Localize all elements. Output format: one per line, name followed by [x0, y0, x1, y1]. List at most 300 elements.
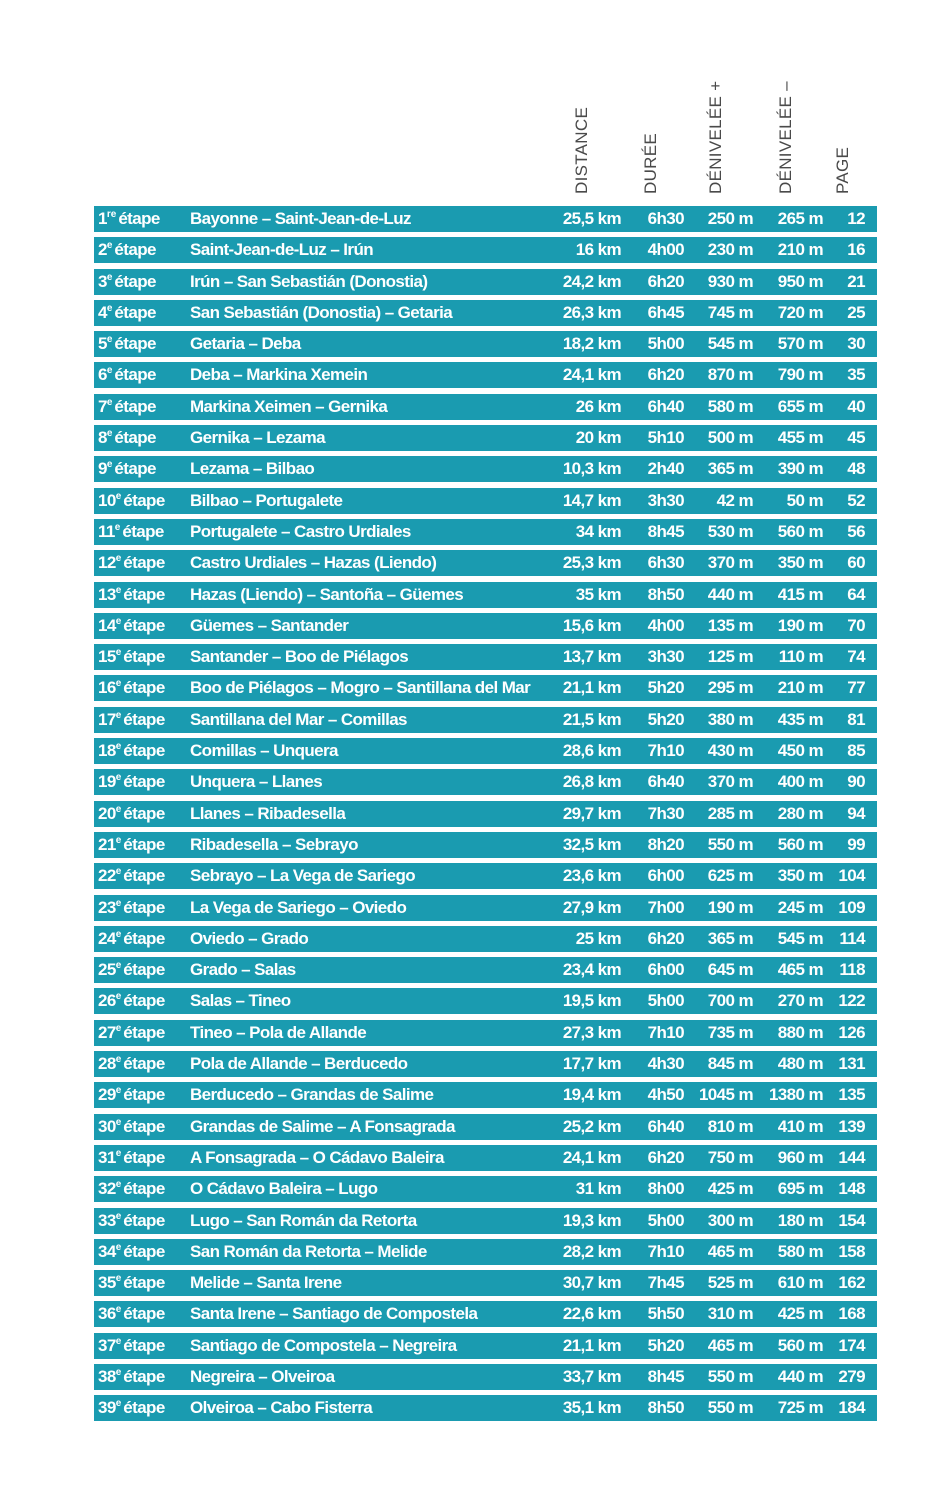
duree-cell: 5h20 — [647, 678, 684, 698]
denivele-plus-cell: 440 m — [707, 584, 753, 604]
stage-word: étape — [123, 991, 165, 1011]
stage-ordinal-suffix: e — [115, 897, 122, 909]
stage-label — [98, 1020, 165, 1046]
route-cell: San Román da Retorta – Melide — [190, 1241, 427, 1261]
stage-label — [98, 206, 160, 232]
duree-cell: 6h45 — [647, 302, 684, 322]
stage-number: 23 — [98, 897, 116, 917]
distance-cell: 18,2 km — [562, 334, 621, 354]
stage-number: 19 — [98, 772, 116, 792]
route-cell: Bilbao – Portugalete — [190, 490, 343, 510]
stage-label — [98, 300, 156, 326]
stage-word: étape — [123, 490, 165, 510]
stage-ordinal-suffix: e — [115, 1085, 122, 1097]
page-cell: 90 — [847, 772, 865, 792]
duree-cell: 4h00 — [647, 615, 684, 635]
duree-cell: 8h20 — [647, 834, 684, 854]
route-cell: Oviedo – Grado — [190, 928, 309, 948]
page-cell: 94 — [847, 803, 865, 823]
duree-cell: 7h30 — [647, 803, 684, 823]
distance-cell: 13,7 km — [562, 647, 621, 667]
stage-label — [98, 1145, 165, 1171]
denivele-plus-cell: 365 m — [707, 928, 753, 948]
page-cell: 35 — [847, 365, 865, 385]
duree-cell: 6h30 — [647, 553, 684, 573]
stage-ordinal-suffix: e — [115, 647, 122, 659]
table-row — [94, 300, 877, 326]
stage-label — [98, 394, 156, 420]
page-cell: 114 — [839, 928, 865, 948]
stage-label — [98, 456, 156, 482]
duree-cell: 8h50 — [647, 584, 684, 604]
duree-cell: 5h50 — [647, 1304, 684, 1324]
stage-word: étape — [123, 1085, 165, 1105]
stage-word: étape — [123, 1366, 165, 1386]
page-cell: 48 — [847, 459, 865, 479]
stage-word: étape — [123, 866, 165, 886]
stage-word: étape — [123, 1147, 165, 1167]
page-cell: 135 — [838, 1085, 865, 1105]
distance-cell: 24,1 km — [562, 1147, 621, 1167]
denivele-minus-cell: 400 m — [777, 772, 823, 792]
denivele-minus-cell: 655 m — [777, 396, 823, 416]
stage-label — [98, 832, 165, 858]
table-row — [94, 738, 877, 764]
stage-ordinal-suffix: e — [115, 1179, 122, 1191]
stage-number: 17 — [98, 709, 116, 729]
route-cell: Grado – Salas — [190, 960, 296, 980]
table-row — [94, 331, 877, 357]
denivele-plus-cell: 580 m — [707, 396, 753, 416]
distance-cell: 25 km — [575, 928, 621, 948]
denivele-plus-cell: 530 m — [707, 521, 753, 541]
page-cell: 70 — [847, 615, 865, 635]
denivele-minus-cell: 210 m — [777, 240, 823, 260]
route-cell: Markina Xeimen – Gernika — [190, 396, 388, 416]
stage-ordinal-suffix: e — [106, 240, 113, 252]
distance-cell: 24,1 km — [562, 365, 621, 385]
denivele-minus-cell: 580 m — [777, 1241, 823, 1261]
distance-cell: 24,2 km — [562, 271, 621, 291]
distance-cell: 28,6 km — [562, 741, 621, 761]
denivele-plus-cell: 370 m — [707, 553, 753, 573]
stage-label — [98, 1364, 165, 1390]
denivele-minus-cell: 390 m — [777, 459, 823, 479]
stage-ordinal-suffix: e — [115, 709, 122, 721]
stage-ordinal-suffix: e — [115, 866, 122, 878]
stage-label — [98, 988, 165, 1014]
table-row — [94, 769, 877, 795]
stage-word: étape — [123, 772, 165, 792]
duree-cell: 5h00 — [647, 1210, 684, 1230]
route-cell: Castro Urdiales – Hazas (Liendo) — [190, 553, 437, 573]
stage-ordinal-suffix: e — [115, 1241, 122, 1253]
page-cell: 131 — [838, 1054, 865, 1074]
stage-number: 22 — [98, 866, 116, 886]
table-row — [94, 1114, 877, 1140]
route-cell: Santa Irene – Santiago de Compostela — [190, 1304, 478, 1324]
denivele-plus-cell: 930 m — [707, 271, 753, 291]
stage-word: étape — [123, 615, 165, 635]
table-row — [94, 1020, 877, 1046]
stage-ordinal-suffix: e — [115, 928, 122, 940]
duree-cell: 5h00 — [647, 991, 684, 1011]
page-cell: 99 — [847, 834, 865, 854]
stage-word: étape — [114, 459, 156, 479]
denivele-plus-cell: 645 m — [707, 960, 753, 980]
denivele-plus-cell: 285 m — [707, 803, 753, 823]
stage-number: 39 — [98, 1398, 116, 1418]
stage-ordinal-suffix: e — [106, 428, 113, 440]
header-denivele-minus: DÉNIVELÉE – — [776, 81, 795, 194]
stage-word: étape — [123, 741, 165, 761]
stage-number: 25 — [98, 960, 116, 980]
route-cell: Santander – Boo de Piélagos — [190, 647, 409, 667]
distance-cell: 14,7 km — [562, 490, 621, 510]
stage-word: étape — [123, 1022, 165, 1042]
stage-number: 18 — [98, 741, 116, 761]
denivele-plus-cell: 750 m — [707, 1147, 753, 1167]
page-cell: 30 — [847, 334, 865, 354]
table-row — [94, 957, 877, 983]
page-cell: 144 — [838, 1147, 865, 1167]
stage-number: 24 — [98, 928, 116, 948]
duree-cell: 6h00 — [647, 960, 684, 980]
denivele-minus-cell: 545 m — [777, 928, 823, 948]
stage-label — [98, 769, 165, 795]
stage-label — [98, 957, 165, 983]
duree-cell: 8h45 — [647, 1366, 684, 1386]
page-cell: 12 — [847, 209, 865, 228]
denivele-minus-cell: 1380 m — [768, 1085, 823, 1105]
table-row — [94, 488, 877, 514]
denivele-plus-cell: 545 m — [707, 334, 753, 354]
denivele-minus-cell: 415 m — [777, 584, 823, 604]
table-row — [94, 1145, 877, 1171]
page-cell: 104 — [838, 866, 865, 886]
stage-ordinal-suffix: e — [115, 1273, 122, 1285]
stage-label — [98, 1114, 165, 1140]
table-row — [94, 1176, 877, 1202]
distance-cell: 16 km — [575, 240, 621, 260]
stage-ordinal-suffix: e — [115, 584, 122, 596]
stage-number: 11 — [98, 521, 115, 541]
header-duree-col — [641, 90, 669, 194]
stage-number: 32 — [98, 1179, 116, 1199]
denivele-minus-cell: 570 m — [777, 334, 823, 354]
denivele-minus-cell: 720 m — [777, 302, 823, 322]
stage-ordinal-suffix: e — [115, 490, 122, 502]
page-cell: 184 — [838, 1398, 865, 1418]
stage-ordinal-suffix: e — [106, 334, 113, 346]
table-row — [94, 675, 877, 701]
stage-ordinal-suffix: e — [115, 741, 122, 753]
page-cell: 148 — [838, 1179, 865, 1199]
distance-cell: 34 km — [575, 521, 621, 541]
distance-cell: 23,6 km — [562, 866, 621, 886]
denivele-plus-cell: 430 m — [707, 741, 753, 761]
denivele-plus-cell: 135 m — [707, 615, 753, 635]
distance-cell: 29,7 km — [562, 803, 621, 823]
route-cell: Bayonne – Saint-Jean-de-Luz — [190, 209, 411, 228]
stage-ordinal-suffix: e — [106, 396, 113, 408]
denivele-plus-cell: 295 m — [707, 678, 753, 698]
duree-cell: 2h40 — [647, 459, 684, 479]
stage-ordinal-suffix: e — [115, 1304, 122, 1316]
stage-label — [98, 269, 156, 295]
distance-cell: 23,4 km — [562, 960, 621, 980]
route-cell: Sebrayo – La Vega de Sariego — [190, 866, 416, 886]
stage-ordinal-suffix: e — [115, 1366, 122, 1378]
distance-cell: 15,6 km — [562, 615, 621, 635]
table-row — [94, 988, 877, 1014]
denivele-plus-cell: 550 m — [707, 1398, 753, 1418]
route-cell: Olveiroa – Cabo Fisterra — [190, 1398, 373, 1418]
duree-cell: 6h20 — [647, 271, 684, 291]
denivele-minus-cell: 960 m — [777, 1147, 823, 1167]
denivele-minus-cell: 270 m — [777, 991, 823, 1011]
denivele-plus-cell: 735 m — [707, 1022, 753, 1042]
stage-label — [98, 1270, 165, 1296]
stage-ordinal-suffix: e — [115, 803, 122, 815]
denivele-minus-cell: 210 m — [777, 678, 823, 698]
stage-label — [98, 331, 156, 357]
stage-word: étape — [118, 209, 160, 228]
distance-cell: 17,7 km — [562, 1054, 621, 1074]
header-distance-col — [572, 90, 600, 194]
stage-ordinal-suffix: e — [115, 1147, 122, 1159]
stage-ordinal-suffix: e — [106, 365, 113, 377]
stage-number: 21 — [98, 834, 116, 854]
denivele-minus-cell: 280 m — [777, 803, 823, 823]
route-cell: Portugalete – Castro Urdiales — [190, 521, 411, 541]
page-cell: 60 — [847, 553, 865, 573]
table-row — [94, 582, 877, 608]
duree-cell: 7h45 — [647, 1273, 684, 1293]
stage-ordinal-suffix: e — [115, 960, 122, 972]
stage-number: 28 — [98, 1054, 116, 1074]
page-cell: 122 — [838, 991, 865, 1011]
denivele-minus-cell: 350 m — [777, 866, 823, 886]
denivele-minus-cell: 560 m — [777, 834, 823, 854]
header-denivele-minus-col — [776, 81, 804, 194]
denivele-minus-cell: 190 m — [777, 615, 823, 635]
page-cell: 139 — [838, 1116, 865, 1136]
stage-word: étape — [123, 553, 165, 573]
page-cell: 118 — [839, 960, 865, 980]
duree-cell: 6h20 — [647, 365, 684, 385]
stage-number: 26 — [98, 991, 116, 1011]
table-row — [94, 863, 877, 889]
page-cell: 52 — [847, 490, 865, 510]
stage-word: étape — [114, 428, 156, 448]
distance-cell: 19,5 km — [562, 991, 621, 1011]
stage-label — [98, 488, 165, 514]
page-cell: 162 — [838, 1273, 865, 1293]
denivele-plus-cell: 625 m — [707, 866, 753, 886]
denivele-plus-cell: 190 m — [707, 897, 753, 917]
route-cell: Pola de Allande – Berducedo — [190, 1054, 408, 1074]
route-cell: Hazas (Liendo) – Santoña – Güemes — [190, 584, 464, 604]
stage-ordinal-suffix: e — [114, 521, 121, 533]
page-cell: 25 — [847, 302, 865, 322]
duree-cell: 8h00 — [647, 1179, 684, 1199]
route-cell: O Cádavo Baleira – Lugo — [190, 1179, 378, 1199]
denivele-minus-cell: 265 m — [777, 209, 823, 228]
distance-cell: 20 km — [575, 428, 621, 448]
route-cell: Lugo – San Román da Retorta — [190, 1210, 417, 1230]
denivele-plus-cell: 380 m — [707, 709, 753, 729]
stage-word: étape — [123, 960, 165, 980]
stage-number: 13 — [98, 584, 116, 604]
distance-cell: 30,7 km — [562, 1273, 621, 1293]
stage-label — [98, 675, 165, 701]
page-cell: 56 — [847, 521, 865, 541]
stage-label — [98, 895, 165, 921]
distance-cell: 25,2 km — [562, 1116, 621, 1136]
stage-word: étape — [123, 709, 165, 729]
duree-cell: 7h10 — [647, 1241, 684, 1261]
table-row — [94, 425, 877, 451]
stage-label — [98, 582, 165, 608]
denivele-minus-cell: 880 m — [777, 1022, 823, 1042]
distance-cell: 35,1 km — [562, 1398, 621, 1418]
table-row — [94, 456, 877, 482]
page-cell: 109 — [838, 897, 865, 917]
table-row — [94, 1395, 877, 1421]
stage-word: étape — [114, 240, 156, 260]
denivele-plus-cell: 230 m — [707, 240, 753, 260]
table-row — [94, 895, 877, 921]
distance-cell: 10,3 km — [562, 459, 621, 479]
denivele-minus-cell: 440 m — [777, 1366, 823, 1386]
stage-number: 30 — [98, 1116, 116, 1136]
denivele-plus-cell: 525 m — [707, 1273, 753, 1293]
stage-label — [98, 1395, 165, 1421]
denivele-plus-cell: 125 m — [707, 647, 753, 667]
route-cell: Berducedo – Grandas de Salime — [190, 1085, 434, 1105]
denivele-minus-cell: 50 m — [786, 490, 823, 510]
stage-word: étape — [114, 302, 156, 322]
header-page: PAGE — [833, 146, 852, 194]
table-row — [94, 1082, 877, 1108]
distance-cell: 21,1 km — [562, 678, 621, 698]
duree-cell: 7h10 — [647, 741, 684, 761]
distance-cell: 22,6 km — [562, 1304, 621, 1324]
route-cell: Negreira – Olveiroa — [190, 1366, 335, 1386]
route-cell: Deba – Markina Xemein — [190, 365, 368, 385]
duree-cell: 3h30 — [647, 490, 684, 510]
stage-label — [98, 550, 165, 576]
table-row — [94, 1239, 877, 1265]
header-denivele-plus-col — [706, 80, 734, 194]
stage-number: 10 — [98, 490, 116, 510]
stage-ordinal-suffix: e — [115, 1116, 122, 1128]
stage-number: 34 — [98, 1241, 116, 1261]
denivele-minus-cell: 560 m — [777, 1335, 823, 1355]
stage-word: étape — [123, 1210, 165, 1230]
table-row — [94, 644, 877, 670]
distance-cell: 31 km — [575, 1179, 621, 1199]
stage-label — [98, 1333, 165, 1359]
header-distance: DISTANCE — [572, 106, 591, 194]
stages-table — [94, 206, 877, 1427]
denivele-minus-cell: 410 m — [777, 1116, 823, 1136]
stage-number: 27 — [98, 1022, 116, 1042]
table-row — [94, 1333, 877, 1359]
distance-cell: 26,3 km — [562, 302, 621, 322]
page-cell: 126 — [838, 1022, 865, 1042]
stage-label — [98, 707, 165, 733]
stage-number: 33 — [98, 1210, 116, 1230]
denivele-minus-cell: 350 m — [777, 553, 823, 573]
stage-number: 12 — [98, 553, 116, 573]
route-cell: Güemes – Santander — [190, 615, 349, 635]
route-cell: La Vega de Sariego – Oviedo — [190, 897, 407, 917]
stage-label — [98, 801, 165, 827]
route-cell: San Sebastián (Donostia) – Getaria — [190, 302, 453, 322]
stage-number: 8 — [98, 428, 107, 448]
stage-word: étape — [123, 834, 165, 854]
distance-cell: 19,4 km — [562, 1085, 621, 1105]
duree-cell: 5h00 — [647, 334, 684, 354]
stage-word: étape — [114, 396, 156, 416]
table-row — [94, 394, 877, 420]
stage-ordinal-suffix: e — [115, 1398, 122, 1410]
header-page-col — [833, 90, 861, 194]
denivele-plus-cell: 700 m — [707, 991, 753, 1011]
stage-ordinal-suffix: e — [115, 615, 122, 627]
page-cell: 85 — [847, 741, 865, 761]
route-cell: Llanes – Ribadesella — [190, 803, 346, 823]
route-cell: Comillas – Unquera — [190, 741, 338, 761]
stage-label — [98, 863, 165, 889]
denivele-minus-cell: 245 m — [777, 897, 823, 917]
distance-cell: 21,5 km — [562, 709, 621, 729]
stage-word: étape — [123, 1116, 165, 1136]
page-cell: 21 — [847, 271, 865, 291]
column-headers — [0, 0, 932, 200]
distance-cell: 19,3 km — [562, 1210, 621, 1230]
distance-cell: 35 km — [575, 584, 621, 604]
stage-number: 16 — [98, 678, 116, 698]
stage-ordinal-suffix: e — [115, 1022, 122, 1034]
denivele-plus-cell: 845 m — [707, 1054, 753, 1074]
denivele-plus-cell: 810 m — [707, 1116, 753, 1136]
route-cell: Unquera – Llanes — [190, 772, 323, 792]
denivele-plus-cell: 465 m — [707, 1335, 753, 1355]
route-cell: Boo de Piélagos – Mogro – Santillana del Mar — [190, 678, 531, 698]
distance-cell: 27,3 km — [562, 1022, 621, 1042]
denivele-minus-cell: 450 m — [777, 741, 823, 761]
route-cell: Getaria – Deba — [190, 334, 301, 354]
stage-ordinal-suffix: e — [115, 772, 122, 784]
stage-number: 31 — [98, 1147, 116, 1167]
stage-number: 38 — [98, 1366, 116, 1386]
distance-cell: 28,2 km — [562, 1241, 621, 1261]
denivele-plus-cell: 550 m — [707, 1366, 753, 1386]
duree-cell: 4h30 — [647, 1054, 684, 1074]
denivele-plus-cell: 425 m — [707, 1179, 753, 1199]
stage-label — [98, 237, 156, 263]
denivele-minus-cell: 110 m — [778, 647, 823, 667]
route-cell: Salas – Tineo — [190, 991, 291, 1011]
distance-cell: 25,3 km — [562, 553, 621, 573]
denivele-minus-cell: 790 m — [777, 365, 823, 385]
stage-label — [98, 644, 165, 670]
stage-label — [98, 1208, 165, 1234]
stage-ordinal-suffix: e — [106, 302, 113, 314]
